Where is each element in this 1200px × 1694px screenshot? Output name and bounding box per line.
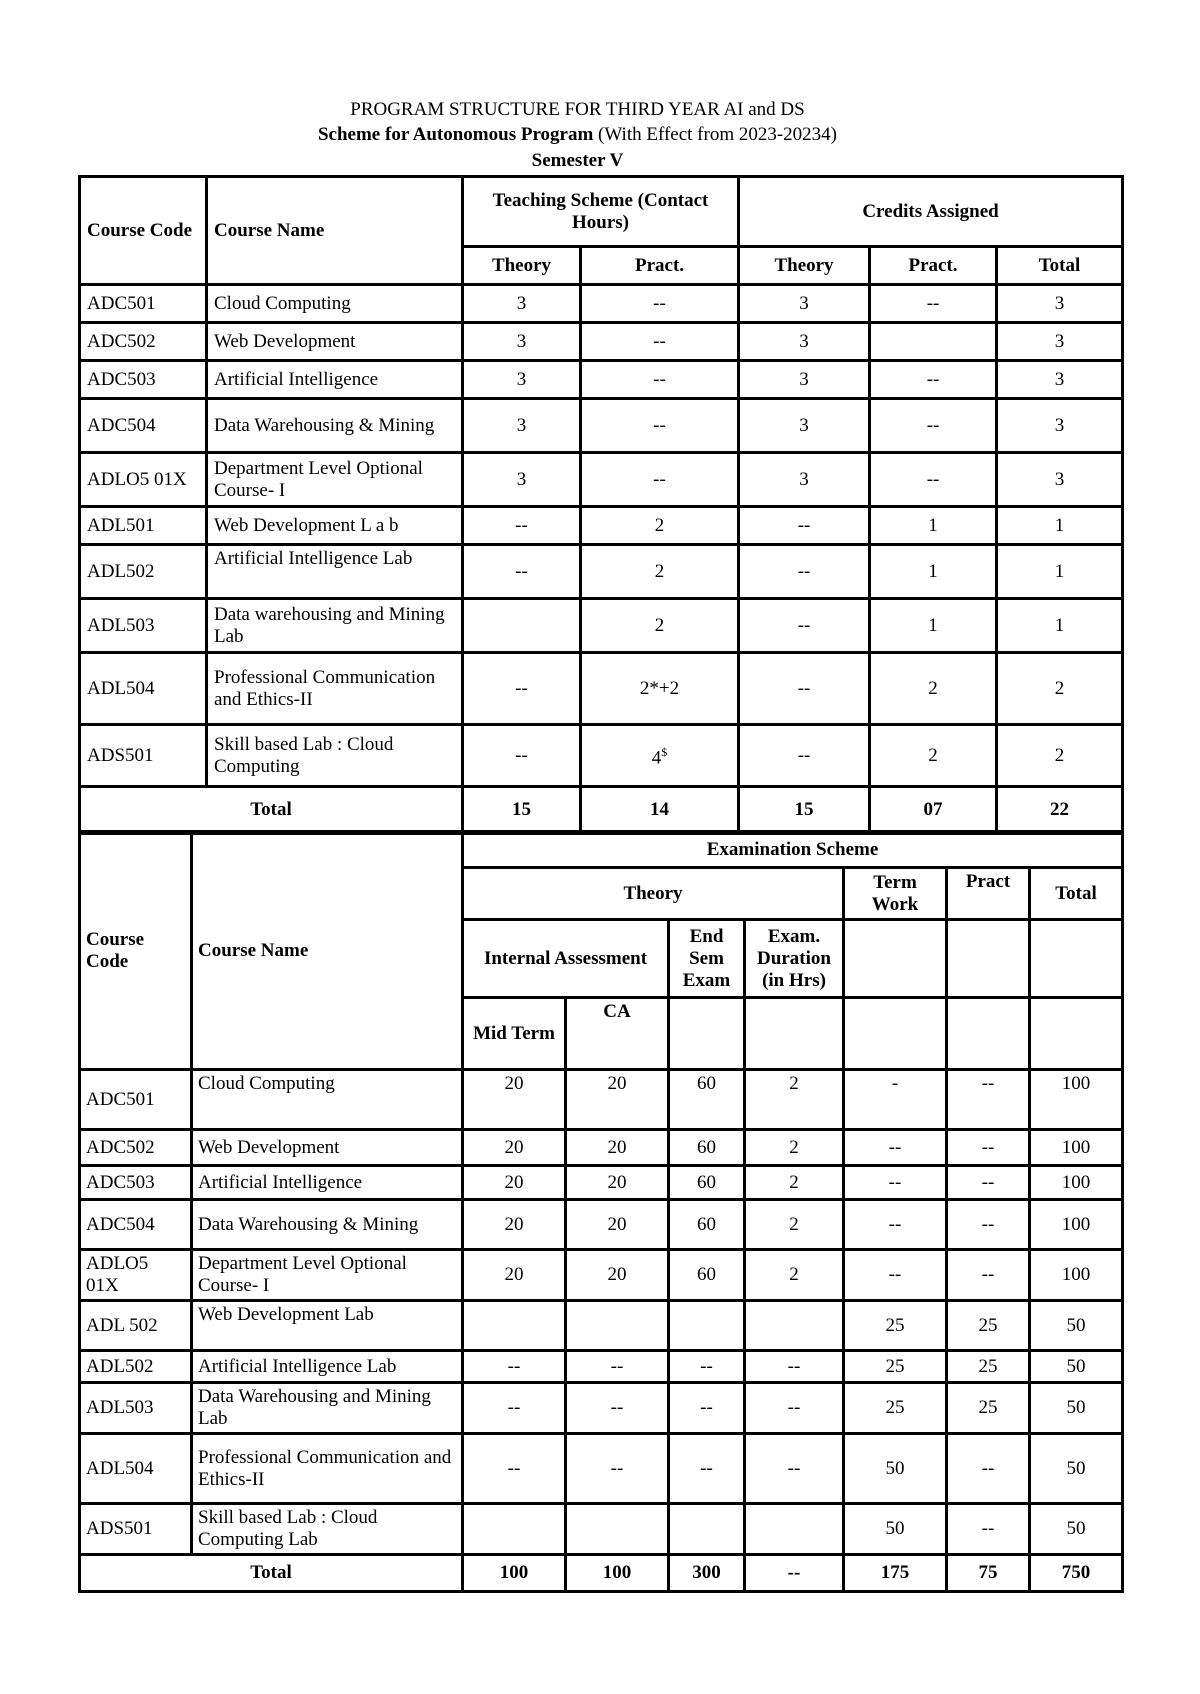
pract-cell: -- <box>947 1130 1030 1166</box>
empty-cell <box>669 998 745 1070</box>
course-name-cell: Artificial Intelligence <box>207 361 463 399</box>
term-work-cell: -- <box>844 1250 947 1301</box>
header-exam-total: Total <box>1030 868 1123 920</box>
ca-cell: 20 <box>566 1250 669 1301</box>
course-code-cell: ADL 502 <box>80 1301 192 1351</box>
ca-cell <box>566 1301 669 1351</box>
course-name-cell: Skill based Lab : Cloud Computing <box>207 725 463 787</box>
table-row <box>80 1200 1123 1250</box>
total-cell: 100 <box>1030 1070 1123 1130</box>
total-cell: 100 <box>1030 1250 1123 1301</box>
total-label: Total <box>80 787 463 834</box>
theory-hours-cell <box>463 599 581 653</box>
theory-credit-cell: -- <box>739 653 870 725</box>
total-cell: 50 <box>1030 1301 1123 1351</box>
total-cell: 50 <box>1030 1434 1123 1504</box>
pract-hours-cell: -- <box>581 399 739 453</box>
term-work-cell: -- <box>844 1130 947 1166</box>
total-cell: 100 <box>1030 1166 1123 1200</box>
exam-header-course-name: Course Name <box>192 832 463 1070</box>
mid-term-cell <box>463 1301 566 1351</box>
table-row <box>80 285 1123 323</box>
course-code-cell: ADL502 <box>80 545 207 599</box>
table-row <box>80 323 1123 361</box>
exam-header-course-code: Course Code <box>80 832 192 1070</box>
mid-term-cell: -- <box>463 1383 566 1434</box>
theory-credit-cell: -- <box>739 599 870 653</box>
pract-credit-cell: -- <box>870 285 997 323</box>
header-exam-theory: Theory <box>463 868 844 920</box>
table-row <box>80 1070 1123 1130</box>
end-sem-cell <box>669 1504 745 1555</box>
pract-credit-cell: -- <box>870 361 997 399</box>
course-name-cell: Department Level Optional Course- I <box>192 1250 463 1301</box>
mid-term-cell: -- <box>463 1434 566 1504</box>
total-cell: 100 <box>1030 1200 1123 1250</box>
semester-label: Semester V <box>531 150 624 171</box>
course-code-cell: ADL501 <box>80 507 207 545</box>
course-code-cell: ADS501 <box>80 1504 192 1555</box>
pract-cell: 25 <box>947 1383 1030 1434</box>
header-mid-term: Mid Term <box>463 998 566 1070</box>
course-code-cell: ADL503 <box>80 599 207 653</box>
document-title: PROGRAM STRUCTURE FOR THIRD YEAR AI and DS <box>350 99 805 120</box>
ca-cell: -- <box>566 1383 669 1434</box>
theory-credit-cell: -- <box>739 725 870 787</box>
header-examination-scheme: Examination Scheme <box>463 832 1123 868</box>
total-cell: 100 <box>1030 1130 1123 1166</box>
duration-cell: 2 <box>745 1166 844 1200</box>
table-row <box>80 545 1123 599</box>
header-credit-theory: Theory <box>739 247 870 285</box>
table-row <box>80 507 1123 545</box>
term-work-cell: 25 <box>844 1301 947 1351</box>
header-teaching-scheme: Teaching Scheme (Contact Hours) <box>463 177 739 247</box>
empty-cell <box>947 998 1030 1070</box>
total-credit-cell: 1 <box>997 507 1123 545</box>
theory-credit-cell: -- <box>739 545 870 599</box>
table-row <box>80 1383 1123 1434</box>
end-sem-cell: -- <box>669 1383 745 1434</box>
footnote-marker: $ <box>661 745 668 760</box>
duration-cell: -- <box>745 1434 844 1504</box>
exam-total-pract: 75 <box>947 1555 1030 1592</box>
total-credit-cell: 2 <box>997 653 1123 725</box>
theory-credit-cell: 3 <box>739 453 870 507</box>
header-ca: CA <box>566 998 669 1070</box>
course-name-cell: Artificial Intelligence Lab <box>192 1351 463 1383</box>
table-row <box>80 599 1123 653</box>
pract-hours-value: 4 <box>651 747 662 769</box>
course-code-cell: ADC501 <box>80 285 207 323</box>
mid-term-cell <box>463 1504 566 1555</box>
course-name-cell: Skill based Lab : Cloud Computing Lab <box>192 1504 463 1555</box>
course-code-cell: ADC504 <box>80 1200 192 1250</box>
empty-cell <box>745 998 844 1070</box>
header-exam-duration: Exam. Duration (in Hrs) <box>745 920 844 998</box>
course-name-cell: Data Warehousing and Mining Lab <box>192 1383 463 1434</box>
duration-cell: 2 <box>745 1250 844 1301</box>
total-cell: 50 <box>1030 1351 1123 1383</box>
course-code-cell: ADC503 <box>80 361 207 399</box>
total-credit-cell: 3 <box>997 285 1123 323</box>
course-name-cell: Artificial Intelligence Lab <box>207 545 463 599</box>
end-sem-cell: 60 <box>669 1070 745 1130</box>
table-row <box>80 1434 1123 1504</box>
exam-total-end: 300 <box>669 1555 745 1592</box>
course-name-cell: Artificial Intelligence <box>192 1166 463 1200</box>
course-code-cell: ADC502 <box>80 323 207 361</box>
course-code-cell: ADC501 <box>80 1070 192 1130</box>
duration-cell <box>745 1301 844 1351</box>
theory-credit-cell: -- <box>739 507 870 545</box>
theory-hours-cell: -- <box>463 545 581 599</box>
table-row <box>80 653 1123 725</box>
duration-cell: -- <box>745 1351 844 1383</box>
course-name-cell: Data Warehousing & Mining <box>192 1200 463 1250</box>
teaching-scheme-table <box>78 175 1124 835</box>
header-credits-assigned: Credits Assigned <box>739 177 1123 247</box>
ca-cell: 20 <box>566 1130 669 1166</box>
term-work-cell: 50 <box>844 1504 947 1555</box>
mid-term-cell: -- <box>463 1351 566 1383</box>
total-credit-cell: 1 <box>997 545 1123 599</box>
table-row <box>80 361 1123 399</box>
table-row <box>80 1130 1123 1166</box>
theory-credit-cell: 3 <box>739 361 870 399</box>
theory-hours-cell: 3 <box>463 453 581 507</box>
total-pract: 14 <box>581 787 739 834</box>
course-name-cell: Web Development <box>207 323 463 361</box>
table-row <box>80 725 1123 787</box>
pract-credit-cell: -- <box>870 399 997 453</box>
term-work-cell: 50 <box>844 1434 947 1504</box>
empty-cell <box>947 920 1030 998</box>
pract-cell: -- <box>947 1504 1030 1555</box>
table-row <box>80 1250 1123 1301</box>
theory-hours-cell: -- <box>463 725 581 787</box>
empty-cell <box>1030 920 1123 998</box>
theory-hours-cell: 3 <box>463 323 581 361</box>
pract-cell: -- <box>947 1070 1030 1130</box>
exam-total-ca: 100 <box>566 1555 669 1592</box>
total-credit-theory: 15 <box>739 787 870 834</box>
header-pract: Pract. <box>581 247 739 285</box>
ca-cell: 20 <box>566 1200 669 1250</box>
course-name-cell: Web Development Lab <box>192 1301 463 1351</box>
end-sem-cell: -- <box>669 1434 745 1504</box>
exam-total-duration: -- <box>745 1555 844 1592</box>
total-credit-cell: 3 <box>997 399 1123 453</box>
total-credit-cell: 1 <box>997 599 1123 653</box>
subtitle-bold: Scheme for Autonomous Program <box>317 124 594 145</box>
total-credit-total: 22 <box>997 787 1123 834</box>
header-credit-pract: Pract. <box>870 247 997 285</box>
empty-cell <box>844 920 947 998</box>
course-code-cell: ADC502 <box>80 1130 192 1166</box>
header-credit-total: Total <box>997 247 1123 285</box>
pract-credit-cell: 2 <box>870 725 997 787</box>
pract-credit-cell: -- <box>870 453 997 507</box>
pract-credit-cell: 2 <box>870 653 997 725</box>
pract-cell: 25 <box>947 1301 1030 1351</box>
table-row <box>80 453 1123 507</box>
pract-hours-cell: -- <box>581 361 739 399</box>
theory-hours-cell: -- <box>463 507 581 545</box>
ca-cell <box>566 1504 669 1555</box>
pract-hours-cell: -- <box>581 323 739 361</box>
pract-hours-cell: -- <box>581 453 739 507</box>
total-theory: 15 <box>463 787 581 834</box>
course-code-cell: ADL504 <box>80 1434 192 1504</box>
duration-cell: 2 <box>745 1200 844 1250</box>
table-row <box>80 1301 1123 1351</box>
end-sem-cell: 60 <box>669 1200 745 1250</box>
course-code-cell: ADC504 <box>80 399 207 453</box>
mid-term-cell: 20 <box>463 1200 566 1250</box>
table-row <box>80 1166 1123 1200</box>
pract-credit-cell: 1 <box>870 507 997 545</box>
ca-cell: 20 <box>566 1166 669 1200</box>
exam-total-term-work: 175 <box>844 1555 947 1592</box>
theory-credit-cell: 3 <box>739 285 870 323</box>
empty-cell <box>844 998 947 1070</box>
total-cell: 50 <box>1030 1504 1123 1555</box>
theory-hours-cell: 3 <box>463 361 581 399</box>
empty-cell <box>1030 998 1123 1070</box>
course-name-cell: Data warehousing and Mining Lab <box>207 599 463 653</box>
header-exam-pract: Pract <box>947 868 1030 920</box>
theory-credit-cell: 3 <box>739 399 870 453</box>
course-name-cell: Web Development <box>192 1130 463 1166</box>
theory-hours-cell: 3 <box>463 399 581 453</box>
theory-hours-cell: 3 <box>463 285 581 323</box>
pract-cell: -- <box>947 1200 1030 1250</box>
course-name-cell: Professional Communication and Ethics-II <box>192 1434 463 1504</box>
course-code-cell: ADL504 <box>80 653 207 725</box>
pract-credit-cell <box>870 323 997 361</box>
term-work-cell: 25 <box>844 1351 947 1383</box>
mid-term-cell: 20 <box>463 1070 566 1130</box>
term-work-cell: - <box>844 1070 947 1130</box>
end-sem-cell: 60 <box>669 1166 745 1200</box>
course-name-cell: Department Level Optional Course- I <box>207 453 463 507</box>
duration-cell: -- <box>745 1383 844 1434</box>
course-code-cell: ADL503 <box>80 1383 192 1434</box>
header-course-code: Course Code <box>80 177 207 285</box>
pract-credit-cell: 1 <box>870 599 997 653</box>
pract-credit-cell: 1 <box>870 545 997 599</box>
table-row <box>80 399 1123 453</box>
pract-cell: -- <box>947 1166 1030 1200</box>
duration-cell: 2 <box>745 1070 844 1130</box>
course-name-cell: Professional Communication and Ethics-II <box>207 653 463 725</box>
total-credit-cell: 2 <box>997 725 1123 787</box>
table-row <box>80 1351 1123 1383</box>
course-name-cell: Data Warehousing & Mining <box>207 399 463 453</box>
course-code-cell: ADLO5 01X <box>80 1250 192 1301</box>
course-name-cell: Cloud Computing <box>192 1070 463 1130</box>
pract-cell: -- <box>947 1250 1030 1301</box>
header-term-work: Term Work <box>844 868 947 920</box>
end-sem-cell: 60 <box>669 1130 745 1166</box>
mid-term-cell: 20 <box>463 1166 566 1200</box>
subtitle-rest: (With Effect from 2023-20234) <box>593 124 838 145</box>
course-code-cell: ADC503 <box>80 1166 192 1200</box>
pract-hours-cell: 2*+2 <box>581 653 739 725</box>
exam-total-label: Total <box>80 1555 463 1592</box>
total-credit-cell: 3 <box>997 323 1123 361</box>
ca-cell: -- <box>566 1351 669 1383</box>
header-end-sem-exam: End Sem Exam <box>669 920 745 998</box>
course-name-cell: Web Development L a b <box>207 507 463 545</box>
mid-term-cell: 20 <box>463 1250 566 1301</box>
pract-hours-cell: 2 <box>581 507 739 545</box>
duration-cell: 2 <box>745 1130 844 1166</box>
course-code-cell: ADL502 <box>80 1351 192 1383</box>
term-work-cell: 25 <box>844 1383 947 1434</box>
course-code-cell: ADLO5 01X <box>80 453 207 507</box>
document-subtitle <box>0 124 1155 146</box>
total-cell: 50 <box>1030 1383 1123 1434</box>
pract-hours-cell: 2 <box>581 599 739 653</box>
pract-hours-cell: -- <box>581 285 739 323</box>
pract-cell: 25 <box>947 1351 1030 1383</box>
header-theory: Theory <box>463 247 581 285</box>
term-work-cell: -- <box>844 1200 947 1250</box>
exam-total-mid: 100 <box>463 1555 566 1592</box>
total-credit-pract: 07 <box>870 787 997 834</box>
end-sem-cell: -- <box>669 1351 745 1383</box>
term-work-cell: -- <box>844 1166 947 1200</box>
pract-hours-cell <box>581 725 739 787</box>
pract-hours-cell: 2 <box>581 545 739 599</box>
theory-hours-cell: -- <box>463 653 581 725</box>
end-sem-cell: 60 <box>669 1250 745 1301</box>
total-credit-cell: 3 <box>997 453 1123 507</box>
header-course-name: Course Name <box>207 177 463 285</box>
pract-cell: -- <box>947 1434 1030 1504</box>
mid-term-cell: 20 <box>463 1130 566 1166</box>
duration-cell <box>745 1504 844 1555</box>
exam-total-total: 750 <box>1030 1555 1123 1592</box>
theory-credit-cell: 3 <box>739 323 870 361</box>
ca-cell: -- <box>566 1434 669 1504</box>
total-credit-cell: 3 <box>997 361 1123 399</box>
header-internal-assessment: Internal Assessment <box>463 920 669 998</box>
examination-scheme-table <box>78 830 1124 1593</box>
ca-cell: 20 <box>566 1070 669 1130</box>
end-sem-cell <box>669 1301 745 1351</box>
course-name-cell: Cloud Computing <box>207 285 463 323</box>
course-code-cell: ADS501 <box>80 725 207 787</box>
table-row <box>80 1504 1123 1555</box>
